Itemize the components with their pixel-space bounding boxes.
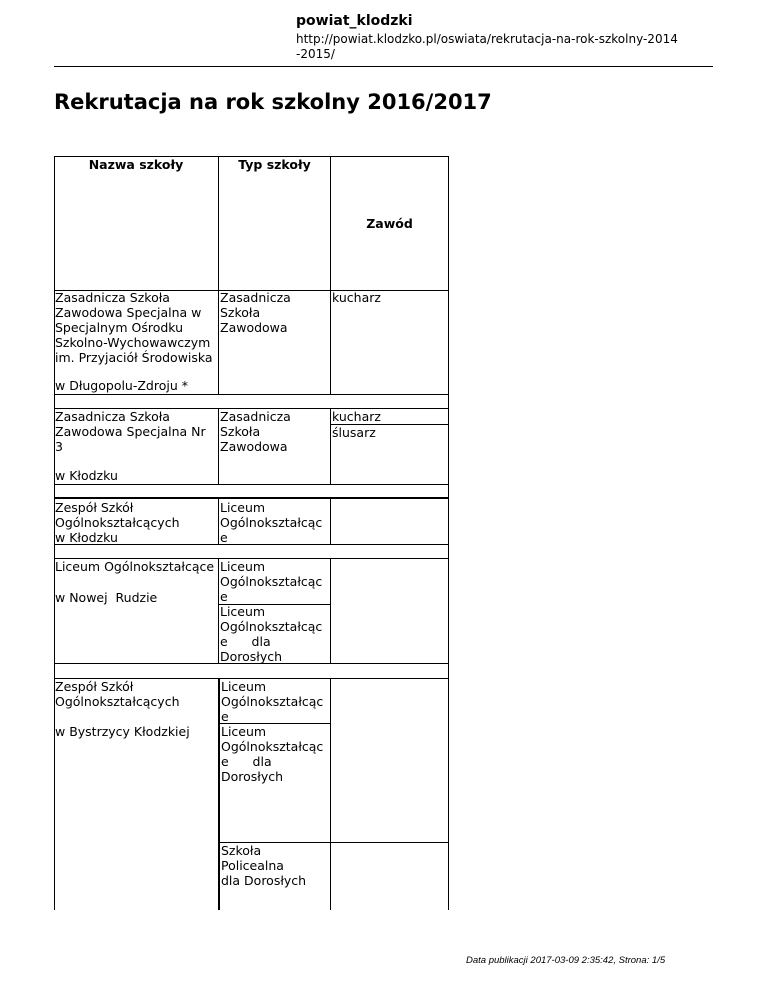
school-name: Liceum Ogólnokształcące — [55, 559, 215, 574]
column-divider — [218, 408, 219, 484]
column-header-type: Typ szkoły — [238, 157, 311, 172]
column-divider — [218, 558, 219, 663]
school-location: w Długopolu-Zdroju * — [55, 378, 188, 393]
column-header-profession: Zawód — [366, 216, 413, 231]
publication-footer: Data publikacji 2017-03-09 2:35:42, Strona: 1/5 — [466, 955, 666, 966]
school-location: w Kłodzku — [55, 468, 118, 483]
school-location: w Nowej Rudzie — [55, 590, 158, 605]
school-name: Zespół Szkół Ogólnokształcących — [55, 679, 180, 709]
school-type: Szkoła Policealna dla Dorosłych — [221, 843, 307, 888]
school-name: Zespół Szkół Ogólnokształcących w Kłodzku — [55, 500, 180, 545]
school-type: Liceum Ogólnokształcąc e dla Dorosłych — [221, 724, 324, 784]
column-divider — [330, 678, 331, 910]
profession: ślusarz — [332, 425, 376, 440]
column-divider — [330, 498, 331, 544]
profession: kucharz — [332, 409, 381, 424]
table-border-right — [448, 156, 449, 910]
column-divider — [330, 156, 331, 394]
school-type: Zasadnicza Szkoła Zawodowa — [220, 290, 291, 335]
column-divider — [218, 156, 219, 394]
row-divider — [54, 394, 449, 395]
profession: kucharz — [332, 290, 381, 305]
school-type: Liceum Ogólnokształcąc e — [221, 679, 324, 724]
school-location: w Bystrzycy Kłodzkiej — [55, 724, 190, 739]
source-url-line-2: -2015/ — [296, 47, 335, 61]
source-url-line-1: http://powiat.klodzko.pl/oswiata/rekrutacja-na-rok-szkolny-2014 — [296, 32, 678, 46]
column-divider — [218, 498, 219, 544]
column-header-name: Nazwa szkoły — [88, 157, 184, 172]
school-type: Liceum Ogólnokształcąc e dla Dorosłych — [220, 604, 323, 664]
school-name: Zasadnicza Szkoła Zawodowa Specjalna Nr 3 — [55, 409, 206, 454]
school-name: Zasadnicza Szkoła Zawodowa Specjalna w Specjalnym Ośrodku Szkolno-Wychowawczym im. Przyjaciół Środowiska — [55, 290, 213, 365]
site-name: powiat_klodzki — [296, 13, 413, 29]
school-type: Liceum Ogólnokształcąc e — [220, 500, 323, 545]
column-divider — [330, 558, 331, 663]
column-divider — [330, 408, 331, 484]
row-divider — [54, 484, 449, 485]
school-type: Liceum Ogólnokształcąc e — [220, 559, 323, 604]
page-title: Rekrutacja na rok szkolny 2016/2017 — [54, 90, 492, 114]
school-type: Zasadnicza Szkoła Zawodowa — [220, 409, 291, 454]
column-divider — [218, 678, 220, 910]
row-divider — [54, 497, 449, 499]
